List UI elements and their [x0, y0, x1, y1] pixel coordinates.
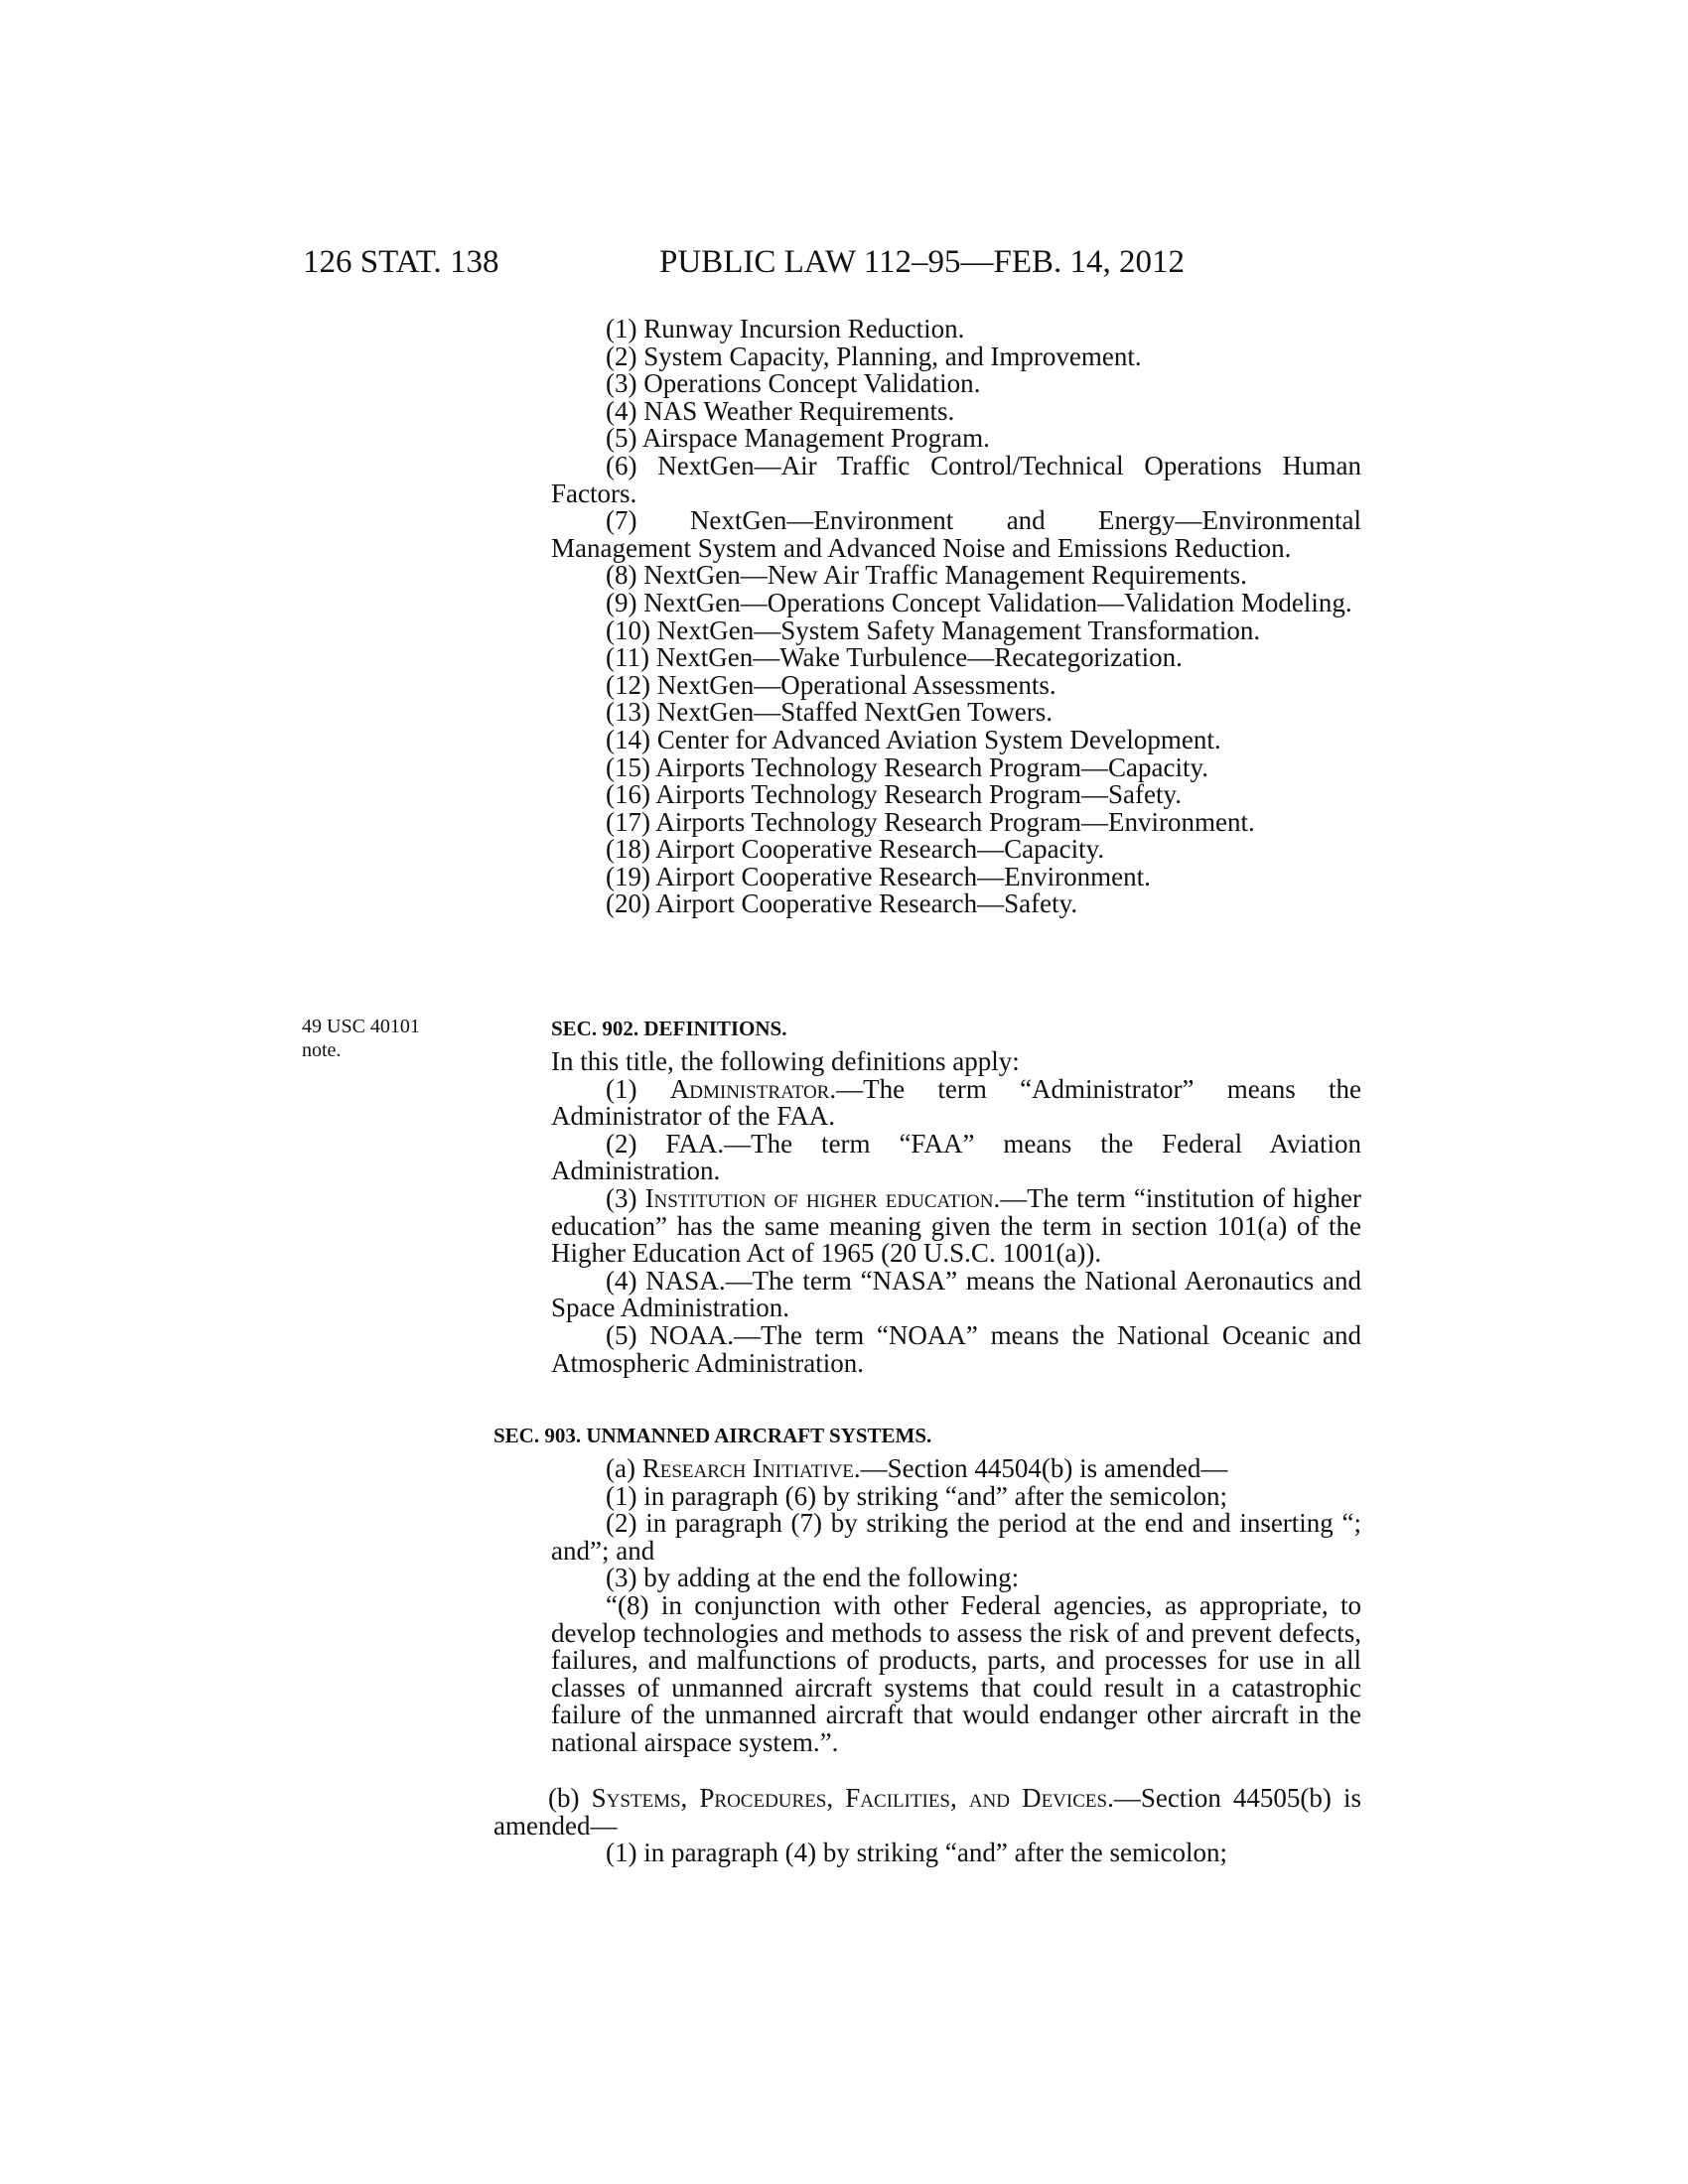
definition-number: (3): [606, 1182, 645, 1213]
definition-number: (1): [606, 1073, 670, 1104]
list-item: (19) Airport Cooperative Research—Environment.: [606, 861, 1151, 891]
definition-text: .—The term “FAA” means the Federal Aviation Administration.: [551, 1128, 1361, 1186]
definitions-block: [551, 1048, 1361, 1377]
list-item: (7) NextGen—Environment and Energy—Environmental Management System and Advanced Noise and Emissions Reduction.: [551, 505, 1361, 563]
subsection-heading: Research Initiative: [641, 1453, 854, 1483]
subsection-b: [493, 1785, 1361, 1867]
list-item: (9) NextGen—Operations Concept Validation—Validation Modeling.: [606, 587, 1352, 617]
definition-text: .—The term “institution of higher education” has the same meaning given the term in section 101(a) of the Higher Education Act of 1965 (20 U.S.C. 1001(a)).: [551, 1182, 1361, 1269]
definition-item: [551, 1073, 1361, 1132]
running-header-title: PUBLIC LAW 112–95—FEB. 14, 2012: [659, 244, 1186, 280]
list-item: (6) NextGen—Air Traffic Control/Technical Operations Human Factors.: [551, 450, 1361, 508]
definition-item: [551, 1319, 1361, 1378]
list-item: (13) NextGen—Staffed NextGen Towers.: [606, 697, 1053, 728]
subsection-number: (b): [548, 1783, 592, 1813]
list-item: (3) Operations Concept Validation.: [606, 368, 981, 399]
list-item: (15) Airports Technology Research Program—Capacity.: [606, 751, 1208, 782]
list-item: (14) Center for Advanced Aviation System Development.: [606, 724, 1221, 754]
definition-item: [551, 1265, 1362, 1323]
list-item: (8) NextGen—New Air Traffic Management Requirements.: [606, 560, 1247, 591]
definition-item: [551, 1182, 1361, 1269]
section-intro: In this title, the following definitions apply:: [551, 1046, 1020, 1076]
definition-term: NASA: [645, 1265, 719, 1296]
definition-text: .—The term “Administrator” means the Administrator of the FAA.: [551, 1073, 1361, 1132]
paragraph-item: (2) in paragraph (7) by striking the period at the end and inserting “; and”; and: [551, 1508, 1361, 1566]
program-list: [551, 316, 1361, 918]
list-item: (1) Runway Incursion Reduction.: [606, 314, 965, 343]
subsection-text: .—Section 44505(b) is amended—: [493, 1783, 1361, 1841]
section-heading-902: SEC. 902. DEFINITIONS.: [551, 1017, 787, 1040]
section-903-body: [551, 1455, 1361, 1757]
margin-note-line: 49 USC 40101: [302, 1016, 420, 1037]
list-item: (2) System Capacity, Planning, and Improvement.: [606, 341, 1142, 371]
list-item: (5) Airspace Management Program.: [606, 423, 990, 454]
margin-note-line: note.: [302, 1039, 342, 1061]
section-heading-903: SEC. 903. UNMANNED AIRCRAFT SYSTEMS.: [493, 1424, 932, 1447]
definition-text: .—The term “NASA” means the National Aeronautics and Space Administration.: [551, 1265, 1362, 1323]
list-item: (17) Airports Technology Research Program—Environment.: [606, 806, 1255, 837]
list-item: (18) Airport Cooperative Research—Capacity.: [606, 834, 1105, 865]
definition-term: FAA: [665, 1128, 718, 1159]
subsection-a: [551, 1455, 1361, 1483]
page-stat-number: 126 STAT. 138: [303, 244, 499, 280]
margin-note: [302, 1015, 420, 1062]
paragraph-item: (3) by adding at the end the following:: [606, 1563, 1020, 1593]
list-item: (12) NextGen—Operational Assessments.: [606, 669, 1056, 700]
subsection-heading: Systems, Procedures, Facilities, and Devices: [591, 1783, 1108, 1813]
subsection-b-text: [493, 1785, 1361, 1840]
list-item: (4) NAS Weather Requirements.: [606, 395, 955, 426]
definition-number: (4): [606, 1265, 646, 1296]
list-item: (20) Airport Cooperative Research—Safety.: [606, 888, 1078, 919]
definition-term: Institution of higher education: [644, 1182, 994, 1213]
definition-text: .—The term “NOAA” means the National Oceanic and Atmospheric Administration.: [551, 1319, 1361, 1378]
list-item: (11) NextGen—Wake Turbulence—Recategorization.: [606, 642, 1183, 673]
list-item: (10) NextGen—System Safety Management Transformation.: [606, 614, 1261, 645]
subsection-text: .—Section 44504(b) is amended—: [853, 1453, 1228, 1483]
subsection-number: (a): [606, 1453, 642, 1483]
definition-term: NOAA: [649, 1319, 728, 1350]
list-item: (16) Airports Technology Research Program—Safety.: [606, 779, 1182, 810]
definition-term: Administrator: [669, 1073, 830, 1104]
definition-item: [551, 1128, 1361, 1186]
definition-number: (2): [606, 1128, 666, 1159]
paragraph-item: (1) in paragraph (6) by striking “and” after the semicolon;: [606, 1480, 1228, 1511]
quoted-paragraph: “(8) in conjunction with other Federal agencies, as appropriate, to develop technologies and methods to assess the risk of and prevent defects, failures, and malfunctions of products, parts, and processes for use in all classes of unmanned aircraft systems that could result in a catastrophic failure of the unmanned aircraft that would endanger other aircraft in the national airspace system.”.: [551, 1589, 1361, 1757]
definition-number: (5): [606, 1319, 650, 1350]
paragraph-item: (1) in paragraph (4) by striking “and” after the semicolon;: [606, 1838, 1228, 1868]
